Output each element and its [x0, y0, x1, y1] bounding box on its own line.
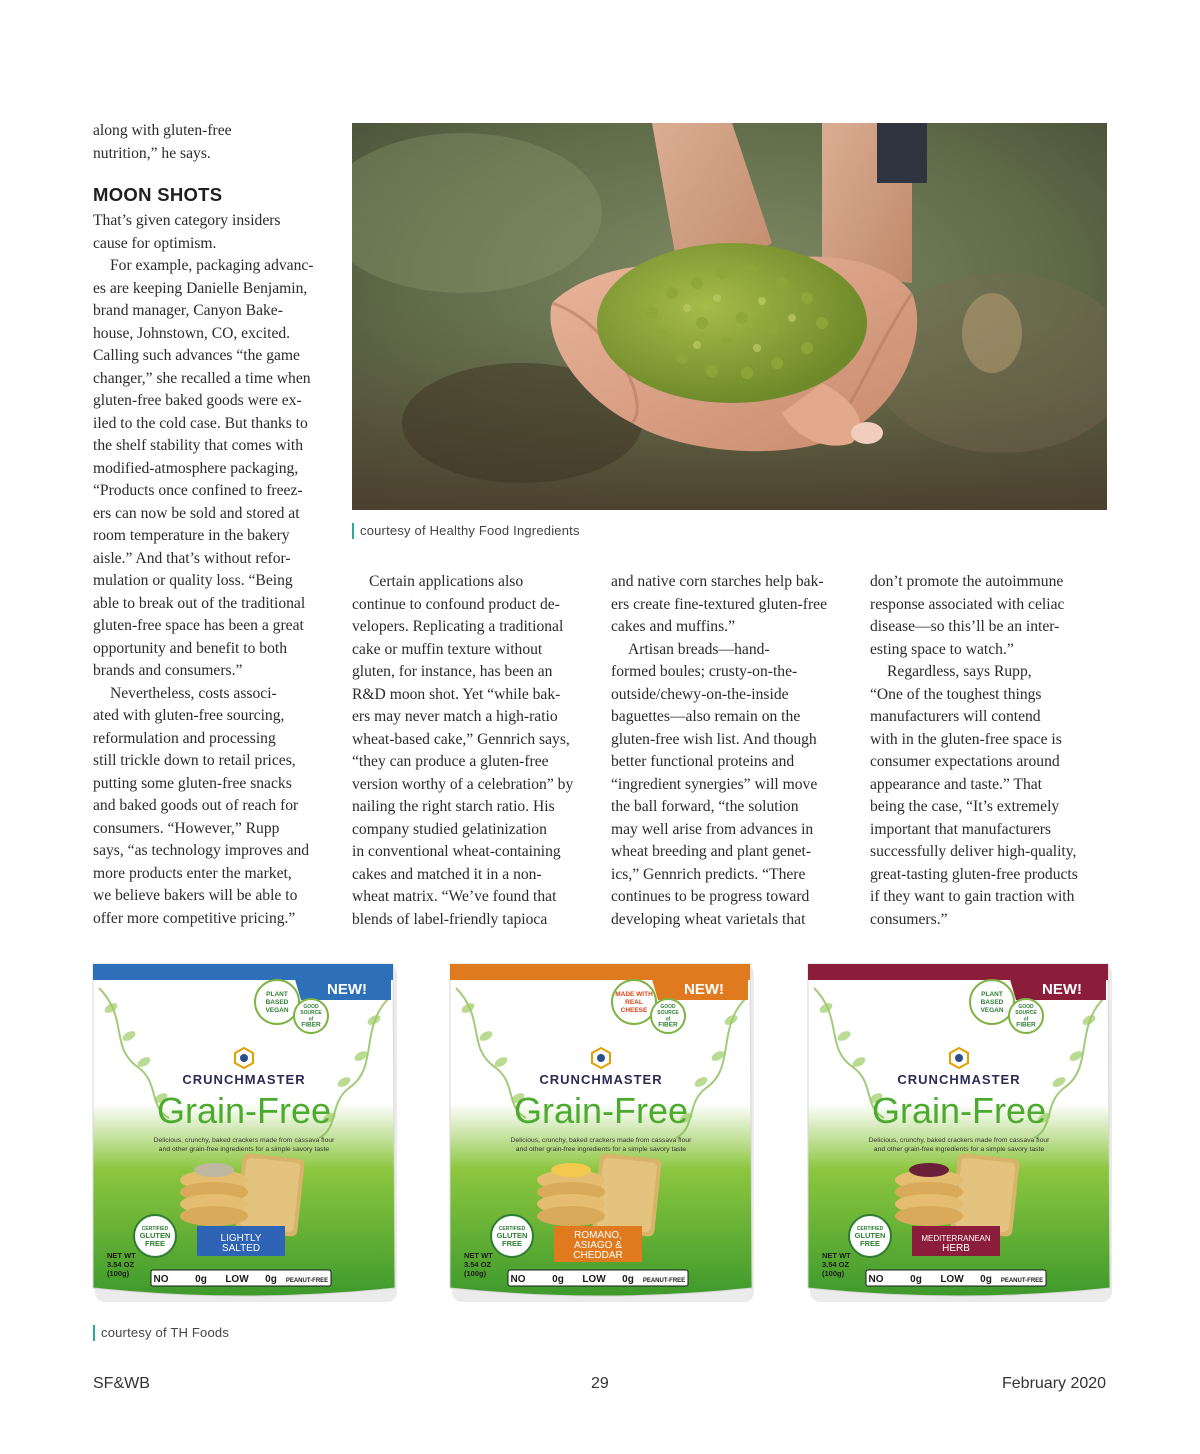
text-line: “they can produce a gluten-free	[352, 753, 549, 770]
svg-text:FREE: FREE	[859, 1239, 881, 1248]
text-line: opportunity and benefit to both	[93, 639, 288, 657]
text-line: blends of label-friendly tapioca	[352, 910, 548, 928]
svg-text:LOW: LOW	[225, 1274, 249, 1285]
fiber-badge	[651, 999, 685, 1033]
svg-text:BASED: BASED	[980, 999, 1004, 1006]
svg-text:BASED: BASED	[265, 999, 289, 1006]
product-bag-lightly-salted	[89, 958, 399, 1304]
svg-text:PLANT: PLANT	[266, 991, 288, 998]
svg-text:FIBER: FIBER	[301, 1021, 321, 1029]
nutrition-claims-bar	[866, 1270, 1046, 1286]
text-line: modified-atmosphere packaging,	[93, 459, 299, 477]
text-line: “One of the toughest things	[870, 685, 1042, 703]
svg-text:GLUTEN: GLUTEN	[496, 1231, 528, 1240]
svg-text:GOOD: GOOD	[660, 1004, 676, 1010]
flavor-label	[912, 1226, 1000, 1256]
brand-name: CRUNCHMASTER	[897, 1072, 1021, 1087]
text-line: may well arise from advances in	[611, 820, 814, 838]
text-line: gluten-free wish list. And though	[611, 730, 817, 748]
product-bag-mediterranean-herb	[804, 958, 1114, 1304]
text-line: offer more competitive pricing.”	[93, 909, 296, 927]
svg-text:NET WT: NET WT	[107, 1251, 136, 1260]
svg-text:LIGHTLY: LIGHTLY	[220, 1233, 262, 1244]
article-column-1	[93, 210, 333, 930]
text-line: cake or muffin texture without	[352, 640, 543, 658]
photo-hands-split-peas	[352, 123, 1107, 510]
footer-publication: SF&WB	[93, 1375, 150, 1392]
product-bag-romano-asiago-cheddar	[446, 958, 756, 1304]
svg-text:of: of	[1023, 1016, 1029, 1023]
text-line: Nevertheless, costs associ-	[110, 684, 277, 702]
svg-text:SOURCE: SOURCE	[657, 1010, 679, 1017]
svg-text:0g: 0g	[980, 1274, 992, 1285]
svg-text:3.54 OZ: 3.54 OZ	[822, 1260, 850, 1269]
svg-text:FREE: FREE	[501, 1239, 523, 1248]
product-name: Grain-Free	[513, 1090, 689, 1131]
svg-text:VEGAN: VEGAN	[980, 1007, 1004, 1014]
text-line: able to break out of the traditional	[93, 594, 306, 612]
product-description: Delicious, crunchy, baked crackers made from cassava flour	[510, 1137, 692, 1144]
photo-credit: courtesy of Healthy Food Ingredients	[352, 523, 580, 539]
text-line: great-tasting gluten-free products	[870, 865, 1078, 883]
svg-text:GLUTEN: GLUTEN	[139, 1231, 171, 1240]
text-line: manufacturers will contend	[870, 708, 1041, 725]
svg-text:CERTIFIED: CERTIFIED	[141, 1226, 169, 1232]
svg-text:CHEDDAR: CHEDDAR	[573, 1250, 623, 1261]
text-line: ers create fine-textured gluten-free	[611, 595, 828, 613]
text-line: cakes and muffins.”	[611, 618, 735, 635]
text-line: house, Johnstown, CO, excited.	[93, 324, 291, 342]
svg-text:NEW!: NEW!	[1042, 981, 1082, 998]
text-line: R&D moon shot. Yet “while bak-	[352, 685, 561, 703]
article-column-2	[352, 571, 592, 931]
text-line: appearance and taste.” That	[870, 775, 1043, 793]
svg-text:PEANUT-FREE: PEANUT-FREE	[1000, 1278, 1044, 1284]
text-line: version worthy of a celebration” by	[352, 775, 574, 793]
svg-text:MEDITERRANEAN: MEDITERRANEAN	[921, 1234, 991, 1243]
text-line: developing wheat varietals that	[611, 910, 806, 928]
text-line: brand manager, Canyon Bake-	[93, 302, 283, 319]
new-badge	[651, 976, 748, 1000]
text-line: es are keeping Danielle Benjamin,	[93, 279, 308, 297]
text-line: ers can now be sold and stored at	[93, 504, 300, 522]
svg-text:GOOD: GOOD	[1018, 1004, 1034, 1010]
brand-name: CRUNCHMASTER	[539, 1072, 663, 1087]
text-line: don’t promote the autoimmune	[870, 573, 1064, 590]
svg-text:ASIAGO &: ASIAGO &	[574, 1240, 622, 1251]
text-line: successfully deliver high-quality,	[870, 843, 1077, 860]
svg-text:0g: 0g	[265, 1274, 277, 1285]
text-line: and native corn starches help bak-	[611, 573, 824, 590]
text-line: esting space to watch.”	[870, 640, 1014, 658]
text-line: baguettes—also remain on the	[611, 708, 801, 725]
svg-text:SALTED: SALTED	[221, 1243, 261, 1254]
fiber-badge	[294, 999, 328, 1033]
text-line: ics,” Gennrich predicts. “There	[611, 865, 806, 883]
footer-date: February 2020	[1002, 1375, 1107, 1392]
text-line: disease—so this’ll be an inter-	[870, 618, 1060, 635]
crackers-image	[537, 1153, 662, 1237]
text-line: wheat matrix. “We’ve found that	[352, 888, 557, 905]
text-line: response associated with celiac	[870, 595, 1065, 613]
svg-text:PEANUT-FREE: PEANUT-FREE	[285, 1278, 329, 1284]
gluten-free-seal	[134, 1215, 176, 1257]
product-bag-graphic	[446, 958, 756, 1304]
brand-name: CRUNCHMASTER	[182, 1072, 306, 1087]
svg-text:VEGAN: VEGAN	[265, 1007, 289, 1014]
svg-text:FIBER: FIBER	[658, 1021, 678, 1029]
text-line: For example, packaging advanc-	[110, 257, 314, 274]
article-column-3	[611, 571, 851, 931]
gluten-free-seal	[849, 1215, 891, 1257]
svg-text:CERTIFIED: CERTIFIED	[856, 1226, 884, 1232]
text-line: Artisan breads—hand-	[628, 640, 770, 658]
text-line: changer,” she recalled a time when	[93, 369, 311, 387]
svg-text:3.54 OZ: 3.54 OZ	[107, 1260, 135, 1269]
product-bag-graphic	[89, 958, 399, 1304]
product-bag-graphic	[804, 958, 1114, 1304]
text-line: “Products once confined to freez-	[93, 482, 303, 499]
svg-text:LOW: LOW	[582, 1274, 606, 1285]
text-line: the ball forward, “the solution	[611, 798, 799, 815]
text-line: continue to confound product de-	[352, 595, 560, 613]
gluten-free-seal	[491, 1215, 533, 1257]
text-line: we believe bakers will be able to	[93, 887, 298, 904]
svg-text:SOURCE: SOURCE	[300, 1010, 322, 1017]
svg-text:0g: 0g	[910, 1274, 922, 1285]
svg-text:NO: NO	[868, 1274, 884, 1285]
text-line: nutrition,” he says.	[93, 144, 211, 162]
text-line: if they want to gain traction with	[870, 888, 1075, 905]
article-column-1-top	[93, 120, 333, 165]
new-badge	[1009, 976, 1106, 1000]
text-line: along with gluten-free	[93, 122, 232, 139]
svg-text:LOW: LOW	[940, 1274, 964, 1285]
fiber-badge	[1009, 999, 1043, 1033]
text-line: important that manufacturers	[870, 820, 1051, 838]
svg-text:0g: 0g	[622, 1274, 634, 1285]
product-name: Grain-Free	[156, 1090, 332, 1131]
svg-text:GOOD: GOOD	[303, 1004, 319, 1010]
flavor-label	[197, 1226, 285, 1256]
svg-text:PLANT: PLANT	[981, 991, 1003, 998]
text-line: ers may never match a high-ratio	[352, 708, 558, 725]
text-line: in conventional wheat-containing	[352, 843, 561, 860]
text-line: reformulation and processing	[93, 729, 276, 747]
text-line: Certain applications also	[369, 573, 524, 590]
text-line: room temperature in the bakery	[93, 527, 290, 544]
text-line: with in the gluten-free space is	[870, 730, 1062, 748]
svg-text:NEW!: NEW!	[684, 981, 724, 998]
svg-text:NO: NO	[153, 1274, 169, 1285]
svg-text:GLUTEN: GLUTEN	[854, 1231, 886, 1240]
text-line: outside/chewy-on-the-inside	[611, 685, 789, 703]
text-line: wheat-based cake,” Gennrich says,	[352, 730, 570, 748]
text-line: wheat breeding and plant genet-	[611, 843, 812, 860]
text-line: being the case, “It’s extremely	[870, 798, 1060, 815]
text-line: gluten, for instance, has been an	[352, 663, 553, 680]
crackers-image	[180, 1153, 305, 1237]
flavor-label	[554, 1226, 642, 1262]
svg-text:NEW!: NEW!	[327, 981, 367, 998]
attribute-badge	[612, 980, 656, 1024]
text-line: Regardless, says Rupp,	[887, 663, 1032, 680]
crunchmaster-logo-icon	[235, 1048, 253, 1068]
svg-text:FREE: FREE	[144, 1239, 166, 1248]
text-line: continues to be progress toward	[611, 888, 810, 905]
svg-text:3.54 OZ: 3.54 OZ	[464, 1260, 492, 1269]
text-line: more products enter the market,	[93, 864, 292, 882]
text-line: ated with gluten-free sourcing,	[93, 707, 285, 724]
text-line: formed boules; crusty-on-the-	[611, 663, 798, 680]
svg-text:NO: NO	[510, 1274, 526, 1285]
new-badge	[294, 976, 391, 1000]
svg-text:SOURCE: SOURCE	[1015, 1010, 1037, 1017]
text-line: cause for optimism.	[93, 234, 217, 252]
attribute-badge	[970, 980, 1014, 1024]
svg-text:(100g): (100g)	[822, 1269, 845, 1278]
text-line: consumers.”	[870, 910, 948, 928]
svg-text:0g: 0g	[552, 1274, 564, 1285]
svg-text:of: of	[308, 1016, 314, 1023]
text-line: mulation or quality loss. “Being	[93, 572, 293, 589]
text-line: aisle.” And that’s without refor-	[93, 549, 291, 567]
text-line: cakes and matched it in a non-	[352, 865, 542, 883]
product-description: Delicious, crunchy, baked crackers made from cassava flour	[868, 1137, 1050, 1144]
text-line: consumer expectations around	[870, 753, 1060, 770]
product-description: and other grain-free ingredients for a simple savory taste	[158, 1146, 330, 1153]
crackers-image	[895, 1153, 1020, 1237]
svg-text:MADE WITH: MADE WITH	[615, 991, 653, 998]
svg-text:NET WT: NET WT	[464, 1251, 493, 1260]
crunchmaster-logo-icon	[950, 1048, 968, 1068]
svg-text:of: of	[665, 1016, 671, 1023]
text-line: gluten-free baked goods were ex-	[93, 392, 302, 409]
text-line: velopers. Replicating a traditional	[352, 618, 564, 635]
text-line: says, “as technology improves and	[93, 842, 310, 859]
svg-text:(100g): (100g)	[107, 1269, 130, 1278]
text-line: the shelf stability that comes with	[93, 437, 304, 454]
section-heading: MOON SHOTS	[93, 184, 223, 205]
crunchmaster-logo-icon	[592, 1048, 610, 1068]
text-line: gluten-free space has been a great	[93, 617, 304, 634]
product-description: and other grain-free ingredients for a simple savory taste	[515, 1146, 687, 1153]
text-line: nailing the right starch ratio. His	[352, 798, 555, 815]
text-line: “ingredient synergies” will move	[611, 775, 818, 793]
svg-text:(100g): (100g)	[464, 1269, 487, 1278]
svg-text:REAL: REAL	[625, 999, 643, 1006]
text-line: brands and consumers.”	[93, 662, 243, 679]
svg-text:HERB: HERB	[942, 1243, 970, 1254]
svg-text:FIBER: FIBER	[1016, 1021, 1036, 1029]
text-line: Calling such advances “the game	[93, 347, 300, 364]
product-description: Delicious, crunchy, baked crackers made from cassava flour	[153, 1137, 335, 1144]
text-line: company studied gelatinization	[352, 820, 547, 838]
text-line: better functional proteins and	[611, 753, 795, 770]
attribute-badge	[255, 980, 299, 1024]
svg-text:0g: 0g	[195, 1274, 207, 1285]
product-description: and other grain-free ingredients for a simple savory taste	[873, 1146, 1045, 1153]
nutrition-claims-bar	[508, 1270, 688, 1286]
svg-text:PEANUT-FREE: PEANUT-FREE	[642, 1278, 686, 1284]
products-credit: courtesy of TH Foods	[93, 1325, 229, 1341]
text-line: iled to the cold case. But thanks to	[93, 414, 308, 432]
svg-text:CHEESE: CHEESE	[620, 1007, 648, 1014]
text-line: consumers. “However,” Rupp	[93, 819, 280, 837]
text-line: putting some gluten-free snacks	[93, 774, 292, 792]
nutrition-claims-bar	[151, 1270, 331, 1286]
page-number: 29	[591, 1375, 609, 1392]
peas-photo-image	[352, 123, 1107, 510]
text-line: still trickle down to retail prices,	[93, 752, 296, 769]
text-line: and baked goods out of reach for	[93, 797, 299, 814]
text-line: That’s given category insiders	[93, 212, 281, 229]
svg-text:NET WT: NET WT	[822, 1251, 851, 1260]
article-column-4	[870, 571, 1110, 931]
svg-text:CERTIFIED: CERTIFIED	[498, 1226, 526, 1232]
svg-text:ROMANO,: ROMANO,	[574, 1230, 622, 1241]
product-name: Grain-Free	[871, 1090, 1047, 1131]
